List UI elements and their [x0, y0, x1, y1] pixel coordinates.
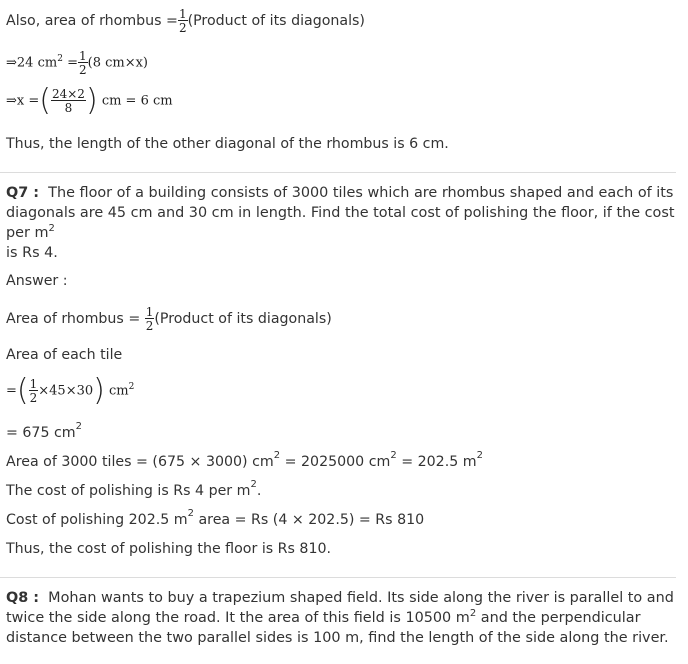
exponent: 2 [128, 382, 135, 393]
equation-lhs: 24 cm [16, 55, 58, 71]
fraction-denominator: 2 [29, 391, 38, 405]
question-label: Q7 : [6, 185, 40, 201]
tile-area-result [6, 421, 82, 441]
fraction-numerator: 1 [145, 305, 154, 319]
question-7 [6, 183, 682, 263]
equals-sign: = [6, 383, 17, 399]
question-tail: is Rs 4. [6, 245, 58, 261]
question-8 [6, 588, 682, 648]
exponent: 2 [469, 608, 477, 619]
fraction-numerator: 24×2 [51, 87, 85, 101]
answer-label: Answer : [6, 273, 68, 289]
tiles-area-part-1: Area of 3000 tiles = (675 × 3000) cm [6, 454, 274, 470]
conclusion-diagonal: Thus, the length of the other diagonal of the rhombus is 6 cm. [6, 136, 449, 152]
divider [0, 172, 676, 173]
exponent: 2 [75, 421, 82, 432]
question-text: The floor of a building consists of 3000 tiles which are rhombus shaped and each of its diagonals are 45 cm and 30 cm in length. Find the total cost of polishing the floor, if the cost per m [6, 185, 675, 241]
exponent: 2 [48, 223, 55, 234]
equation-1 [6, 50, 148, 76]
area-each-tile-label: Area of each tile [6, 347, 123, 363]
total-tiles-area [6, 450, 483, 470]
exponent: 2 [476, 450, 483, 461]
tiles-area-part-2: = 2025000 cm [280, 454, 391, 470]
fraction-numerator: 1 [178, 7, 187, 21]
equation-rhs: (8 cm×x) [87, 55, 149, 71]
equation-rhs: cm = 6 cm [101, 93, 173, 109]
result-text: = 675 cm [6, 425, 76, 441]
exponent: 2 [57, 54, 63, 65]
half-fraction [29, 378, 39, 404]
exponent: 2 [187, 508, 194, 519]
equation-lhs: x = [16, 93, 40, 109]
half-fraction [78, 50, 88, 76]
rhombus-area-statement [6, 8, 365, 34]
polishing-rate [6, 479, 262, 499]
fraction-denominator: 2 [145, 319, 154, 333]
formula-suffix: (Product of its diagonals) [154, 311, 332, 327]
conclusion-cost: Thus, the cost of polishing the floor is Rs 810. [6, 541, 332, 557]
left-paren: ( [16, 373, 29, 408]
cost-calc-part-1: Cost of polishing 202.5 m [6, 512, 188, 528]
equals-sign: = [67, 55, 78, 71]
rate-text: The cost of polishing is Rs 4 per m [6, 483, 251, 499]
fraction-numerator: 1 [29, 377, 38, 391]
implies-arrow: ⇒ [6, 93, 17, 109]
right-paren: ) [85, 83, 98, 118]
half-fraction [145, 306, 155, 332]
fraction-denominator: 2 [178, 21, 187, 35]
fraction [51, 88, 86, 114]
tiles-area-part-3: = 202.5 m [396, 454, 477, 470]
fraction-denominator: 2 [78, 63, 87, 77]
left-paren: ( [39, 83, 51, 118]
rhombus-area-formula [6, 306, 332, 332]
question-label: Q8 : [6, 590, 40, 606]
fraction-numerator: 1 [78, 49, 87, 63]
unit: cm [109, 383, 129, 399]
statement-prefix: Also, area of rhombus = [6, 13, 178, 29]
period: . [256, 483, 262, 499]
formula-prefix: Area of rhombus = [6, 311, 141, 327]
equation-3 [6, 373, 135, 408]
exponent: 2 [250, 479, 257, 490]
half-fraction [178, 8, 188, 34]
right-paren: ) [93, 373, 105, 408]
exponent: 2 [273, 450, 281, 461]
exponent: 2 [390, 450, 397, 461]
question-text-part-2: and the perpendicular distance between the two parallel sides is 100 m, find the length of the side along the river. [6, 610, 669, 646]
question-text-part-1: Mohan wants to buy a trapezium shaped field. Its side along the river is parallel to and twice the side along the road. It the area of this field is 10500 m [6, 590, 674, 626]
implies-arrow: ⇒ [6, 55, 17, 71]
statement-suffix: (Product of its diagonals) [187, 13, 365, 29]
equation-2 [6, 83, 173, 118]
divider [0, 577, 676, 578]
polishing-cost-calc [6, 508, 425, 528]
fraction-denominator: 8 [51, 100, 86, 114]
cost-calc-part-2: area = Rs (4 × 202.5) = Rs 810 [193, 512, 425, 528]
product-expression: ×45×30 [38, 383, 94, 399]
